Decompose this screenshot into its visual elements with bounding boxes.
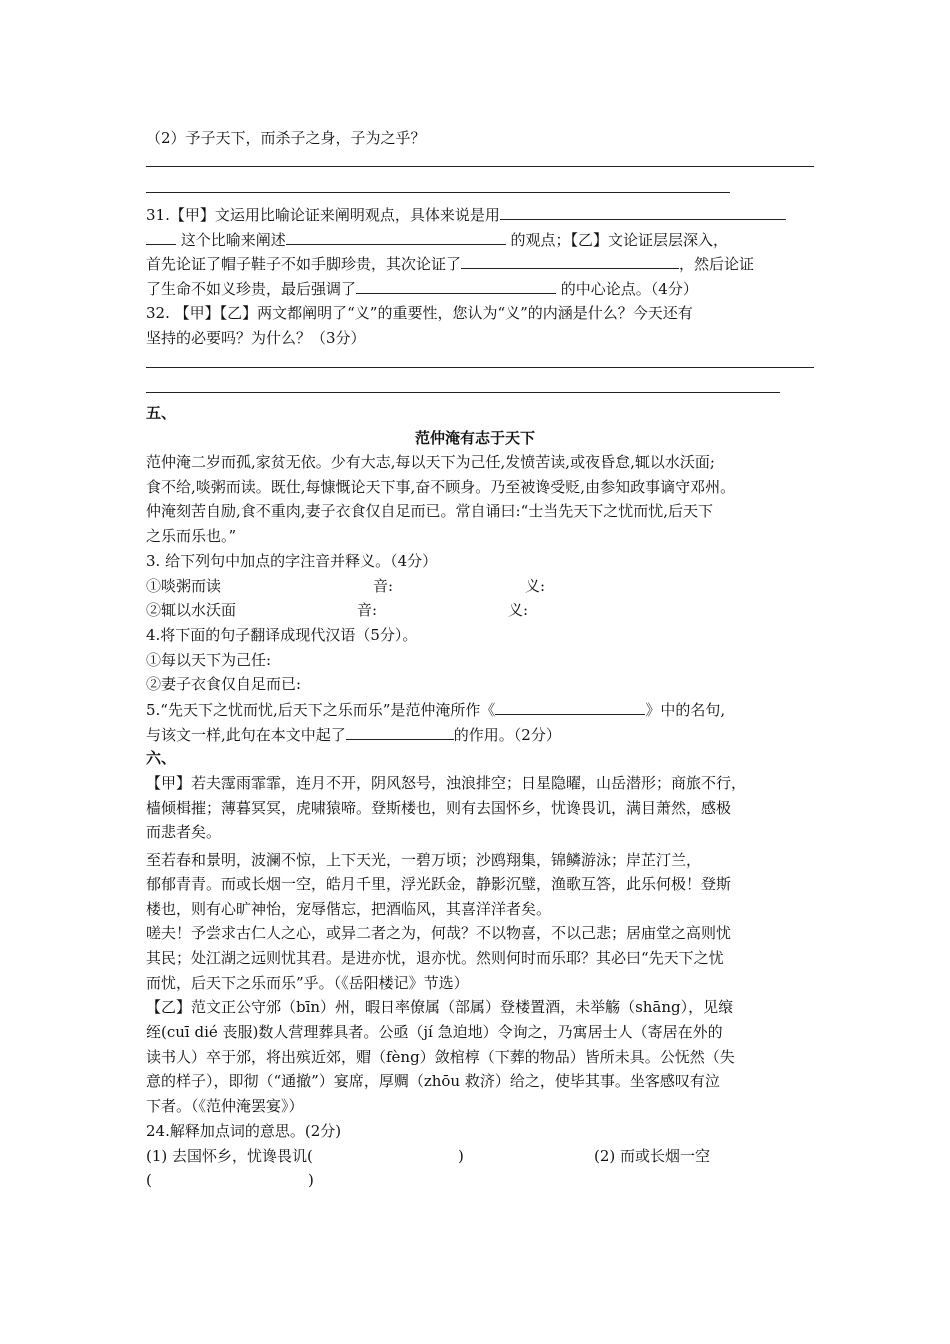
- answer-line: [146, 192, 730, 193]
- answer-line: [146, 392, 780, 393]
- passage-b-line: 读书人）卒于邠，将出殡近郊，赗（fèng）敛棺椁（下葬的物品）皆所未具。公怃然（失: [146, 1048, 735, 1066]
- q24-item-2: (2) 而或长烟一空: [594, 1147, 711, 1165]
- q31-line4: 了生命不如义珍贵，最后强调了 的中心论点。（4分）: [146, 280, 698, 298]
- passage-line: 食不给,啖粥而读。既仕,每慷慨论天下事,奋不顾身。乃至被谗受贬,由参知政事谪守邓州。: [146, 478, 736, 496]
- q3-heading: 3. 给下列句中加点的字注音并释义。（4分）: [146, 552, 438, 570]
- passage-line: 仲淹刻苦自励,食不重肉,妻子衣食仅自足而已。常自诵曰:“士当先天下之忧而忧,后天下: [146, 502, 714, 520]
- q24-item-1: (1) 去国怀乡，忧谗畏讥(: [146, 1147, 313, 1165]
- passage-a-line: 郁郁青青。而或长烟一空，皓月千里，浮光跃金，静影沉璧，渔歌互答，此乐何极！登斯: [146, 875, 732, 893]
- section-5-title: 范仲淹有志于天下: [414, 429, 535, 447]
- q2-line: （2）予子天下，而杀子之身，子为之乎？: [146, 129, 426, 147]
- passage-a-line: 而悲者矣。: [146, 823, 222, 841]
- meaning-label: 义:: [525, 577, 546, 595]
- passage-b-line: 【乙】范文正公守邠（bīn）州，暇日率僚属（部属）登楼置酒，未举觞（shāng），见缞: [146, 998, 734, 1016]
- q3-item-2: ②辄以水沃面: [146, 601, 237, 619]
- sound-label: 音:: [373, 577, 394, 595]
- passage-a-line: 其民；处江湖之远则忧其君。是进亦忧，退亦忧。然则何时而乐耶？其必曰“先天下之忧: [146, 949, 724, 967]
- q3-item-1: ①啖粥而读: [146, 577, 222, 595]
- q32-line1: 32. 【甲】【乙】两文都阐明了“义”的重要性，您认为“义”的内涵是什么？今天还有: [146, 304, 693, 322]
- q24-paren-close: ): [458, 1147, 464, 1165]
- q4-item-1: ①每以天下为己任:: [146, 651, 272, 669]
- q4-heading: 4.将下面的句子翻译成现代汉语（5分）。: [146, 626, 418, 644]
- passage-line: 范仲淹二岁而孤,家贫无依。少有大志,每以天下为己任,发愤苦读,或夜昏怠,辄以水沃面;: [146, 453, 715, 471]
- q24-paren-close: ): [308, 1171, 314, 1189]
- passage-a-line: 嗟夫！予尝求古仁人之心，或异二者之为，何哉？不以物喜，不以己悲；居庙堂之高则忧: [146, 924, 732, 942]
- passage-a-line: 而忧，后天下之乐而乐”乎。（《岳阳楼记》节选）: [146, 974, 469, 992]
- q32-line2: 坚持的必要吗？为什么？（3分）: [146, 329, 366, 347]
- answer-line: [146, 166, 814, 167]
- q5-line2: 与该文一样,此句在本文中起了 的作用。（2分）: [146, 726, 561, 744]
- passage-a-line: 楼也，则有心旷神怡，宠辱偕忘，把酒临风，其喜洋洋者矣。: [146, 900, 552, 918]
- section-5-heading: 五、: [146, 404, 177, 422]
- passage-a-line: 至若春和景明，波澜不惊，上下天光，一碧万顷；沙鸥翔集，锦鳞游泳；岸芷汀兰，: [146, 851, 702, 869]
- passage-line: 之乐而乐也。”: [146, 527, 237, 545]
- q31-line2: 这个比喻来阐述 的观点；【乙】文论证层层深入，: [146, 229, 728, 250]
- q24-paren-open: (: [146, 1171, 152, 1189]
- sound-label: 音:: [357, 601, 378, 619]
- passage-a-line: 【甲】若夫霪雨霏霏，连月不开，阴风怒号，浊浪排空；日星隐曜，山岳潜形；商旅不行，: [146, 774, 747, 792]
- passage-b-line: 意的样子），即彻（“通撤”）宴席，厚赒（zhōu 救济）给之，使毕其事。坐客感叹有泣: [146, 1072, 720, 1090]
- q24-heading: 24.解释加点词的意思。(2分): [146, 1122, 342, 1140]
- passage-b-line: 下者。（《范仲淹罢宴》）: [146, 1097, 304, 1115]
- passage-b-line: 绖(cuī dié 丧服)数人营理葬具者。公亟（jí 急迫地）令询之，乃寓居士人（寄居在外的: [146, 1023, 723, 1041]
- q31-line1: 31.【甲】文运用比喻论证来阐明观点，具体来说是用: [146, 204, 786, 225]
- answer-line: [146, 367, 814, 368]
- passage-a-line: 樯倾楫摧；薄暮冥冥，虎啸猿啼。登斯楼也，则有去国怀乡，忧谗畏讥，满目萧然，感极: [146, 799, 732, 817]
- meaning-label: 义:: [508, 601, 529, 619]
- q5-line1: 5.“先天下之忧而忧,后天下之乐而乐”是范仲淹所作《 》中的名句,: [146, 701, 726, 719]
- q4-item-2: ②妻子衣食仅自足而已:: [146, 675, 302, 693]
- q31-line3: 首先论证了帽子鞋子不如手脚珍贵，其次论证了 ，然后论证: [146, 255, 755, 273]
- section-6-heading: 六、: [146, 749, 177, 767]
